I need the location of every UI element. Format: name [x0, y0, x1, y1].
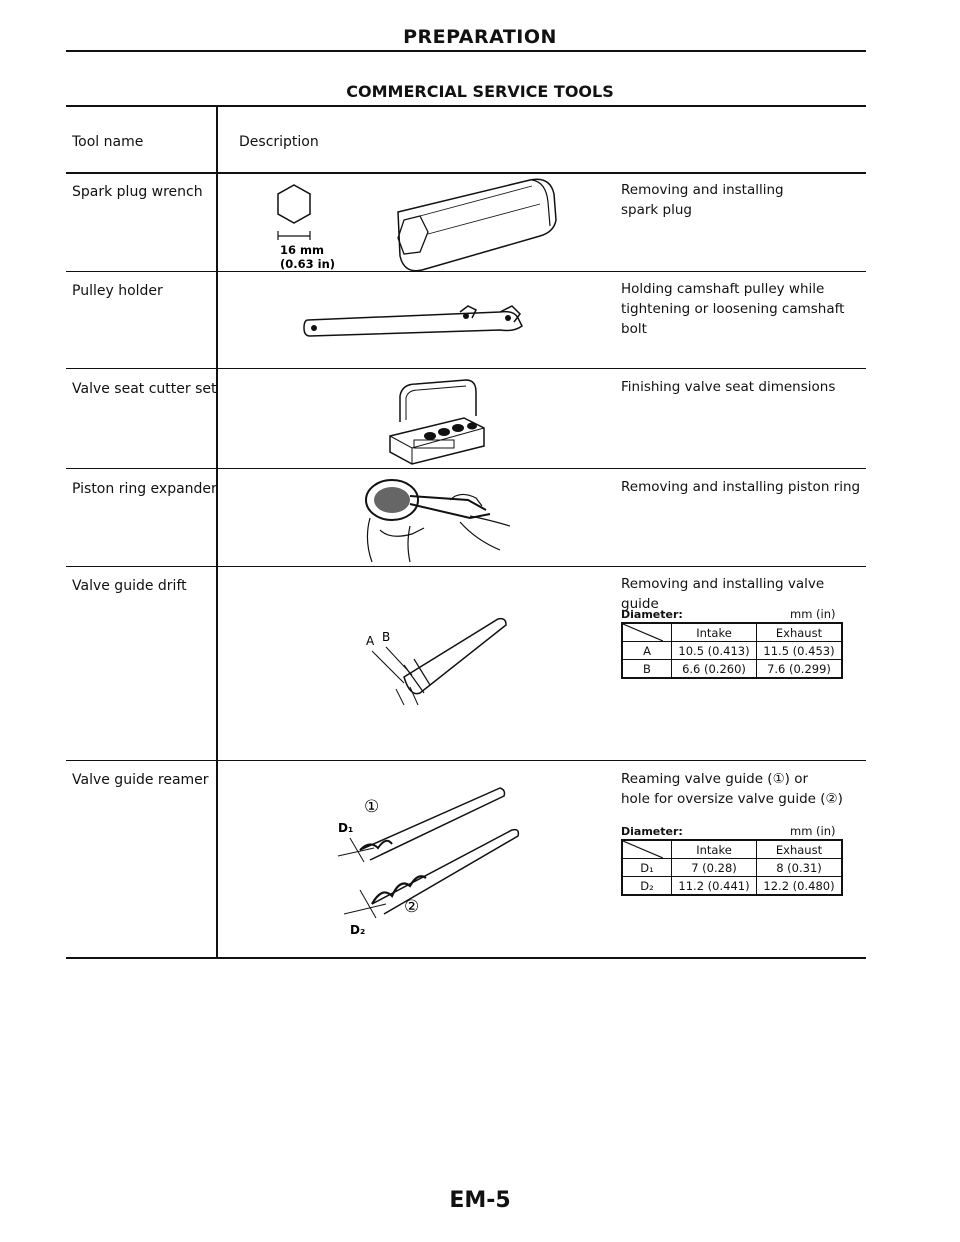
tool-description-spark-plug-wrench — [621, 180, 861, 220]
header-rule — [66, 50, 866, 52]
reamer-1-icon — [360, 788, 505, 860]
row-separator — [66, 468, 866, 469]
row-separator — [66, 566, 866, 567]
table-cell-exhaust: 7.6 (0.299) — [756, 660, 842, 679]
table-header-exhaust: Exhaust — [756, 623, 842, 642]
table-cell-exhaust: 11.5 (0.453) — [756, 642, 842, 660]
tool-description-valve-guide-reamer — [621, 769, 881, 809]
row-separator — [66, 760, 866, 761]
diameter-unit: mm (in) — [790, 824, 836, 838]
reamer-label-d1: D₁ — [338, 821, 354, 835]
table-cell-intake: 7 (0.28) — [672, 859, 757, 877]
valve-guide-reamer-figure — [330, 778, 540, 938]
table-bottom-rule — [66, 957, 866, 959]
description-line: Removing and installing — [621, 182, 784, 198]
pulley-holder-bar-icon — [304, 312, 522, 336]
valve-guide-drift-diameter-table — [621, 622, 843, 679]
description-line: Removing and installing piston ring — [621, 479, 861, 495]
table-header-exhaust: Exhaust — [756, 840, 842, 859]
reamer-label-d2: D₂ — [350, 923, 366, 937]
hex-socket-icon — [278, 185, 310, 223]
tool-name-valve-guide-reamer: Valve guide reamer — [72, 772, 209, 788]
table-cell-exhaust: 8 (0.31) — [756, 859, 842, 877]
tool-name-spark-plug-wrench: Spark plug wrench — [72, 184, 203, 200]
table-header-intake: Intake — [672, 623, 757, 642]
column-header-tool-name: Tool name — [72, 134, 144, 150]
table-cell-intake: 10.5 (0.413) — [672, 642, 757, 660]
description-line: bolt — [621, 321, 647, 337]
wrench-tube-icon — [398, 179, 556, 270]
description-line: hole for oversize valve guide (②) — [621, 791, 843, 807]
tool-name-valve-seat-cutter-set: Valve seat cutter set — [72, 381, 217, 397]
spark-plug-size-in: (0.63 in) — [280, 257, 336, 271]
table-cell-label: B — [622, 660, 672, 679]
diameter-unit: mm (in) — [790, 607, 836, 621]
reamer-2-icon — [372, 830, 518, 914]
table-row — [622, 859, 842, 877]
table-cell-label: D₁ — [622, 859, 672, 877]
table-header-row — [622, 623, 842, 642]
valve-guide-reamer-diameter-table — [621, 839, 843, 896]
description-line: Holding camshaft pulley while — [621, 281, 825, 297]
tool-description-piston-ring-expander — [621, 477, 861, 497]
table-corner-cell — [622, 840, 672, 859]
description-line: Finishing valve seat dimensions — [621, 379, 836, 395]
description-line: Removing and installing valve guide — [621, 576, 825, 612]
column-header-description: Description — [239, 134, 319, 150]
table-row — [622, 642, 842, 660]
description-line: tightening or loosening camshaft — [621, 301, 845, 317]
table-row — [622, 660, 842, 679]
tool-name-valve-guide-drift: Valve guide drift — [72, 578, 187, 594]
page-number: EM-5 — [449, 1188, 511, 1213]
spark-plug-size-mm: 16 mm — [280, 243, 324, 257]
tool-name-pulley-holder: Pulley holder — [72, 283, 163, 299]
table-corner-cell — [622, 623, 672, 642]
table-cell-exhaust: 12.2 (0.480) — [756, 877, 842, 896]
reamer-label-2: ② — [404, 897, 420, 917]
description-line: Reaming valve guide (①) or — [621, 771, 809, 787]
tool-description-pulley-holder — [621, 279, 861, 339]
table-cell-intake: 11.2 (0.441) — [672, 877, 757, 896]
tool-name-piston-ring-expander: Piston ring expander — [72, 481, 217, 497]
table-cell-label: D₂ — [622, 877, 672, 896]
drift-label-a: A — [366, 634, 375, 648]
drift-label-b: B — [382, 630, 391, 644]
table-cell-intake: 6.6 (0.260) — [672, 660, 757, 679]
section-title: COMMERCIAL SERVICE TOOLS — [346, 82, 614, 101]
table-header-intake: Intake — [672, 840, 757, 859]
table-header-row — [622, 840, 842, 859]
spark-plug-wrench-figure — [270, 172, 590, 272]
page-header-title: PREPARATION — [403, 26, 557, 48]
table-top-rule — [66, 105, 866, 107]
pulley-holder-figure — [300, 300, 540, 350]
reamer-label-1: ① — [364, 797, 380, 817]
table-row — [622, 877, 842, 896]
piston-ring-expander-figure — [350, 470, 520, 566]
table-cell-label: A — [622, 642, 672, 660]
tool-description-valve-seat-cutter-set — [621, 377, 861, 397]
description-line: spark plug — [621, 202, 692, 218]
column-divider — [216, 106, 218, 958]
drift-rod-icon — [404, 619, 506, 694]
row-separator — [66, 368, 866, 369]
valve-seat-cutter-set-figure — [380, 376, 500, 466]
diameter-label: Diameter: — [621, 608, 683, 621]
diameter-label: Diameter: — [621, 825, 683, 838]
valve-guide-drift-figure — [360, 605, 520, 715]
